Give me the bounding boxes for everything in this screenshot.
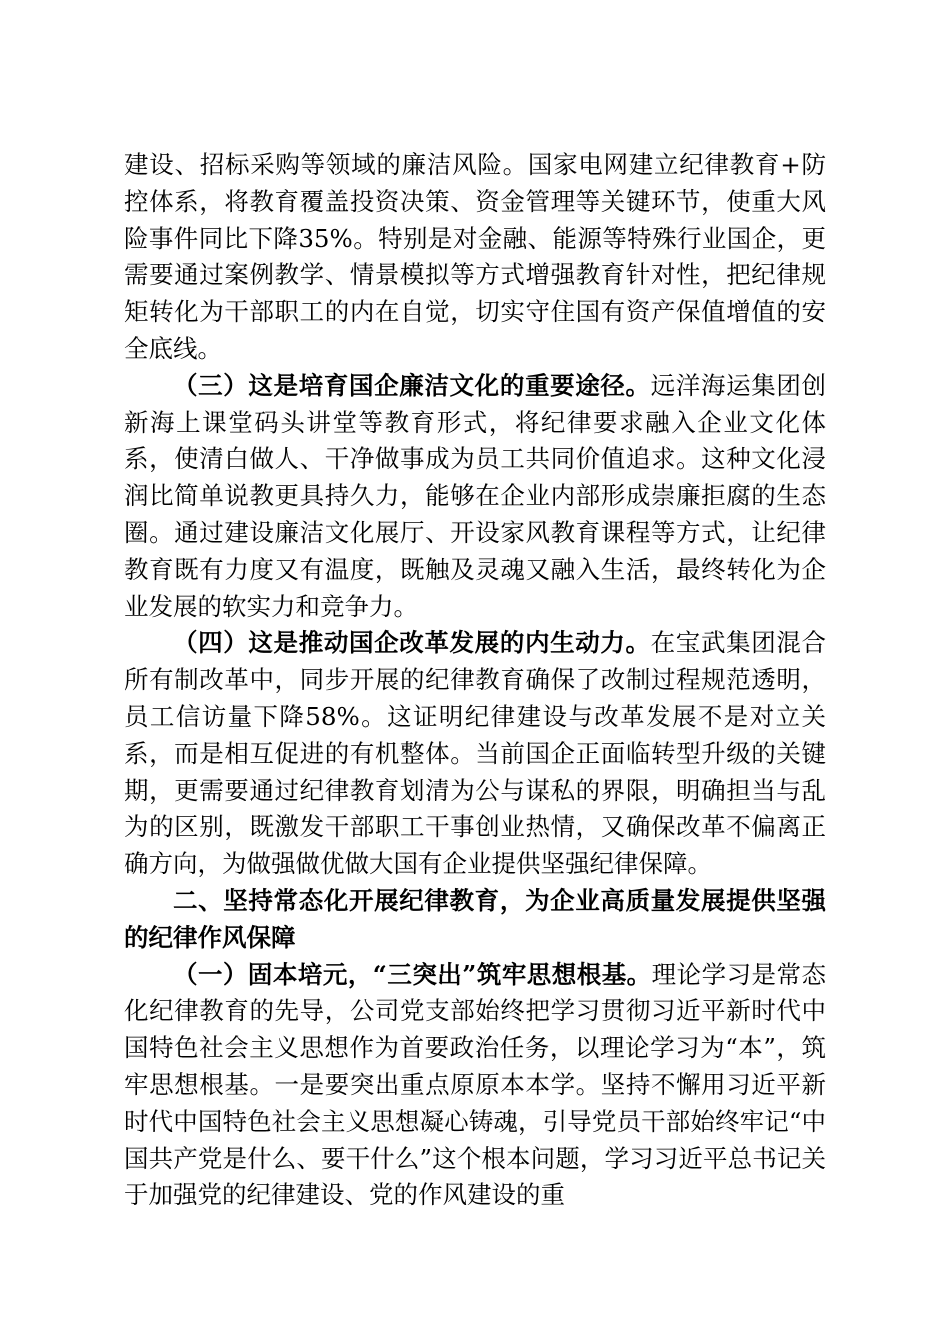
paragraph-lead: （三）这是培育国企廉洁文化的重要途径。 xyxy=(173,370,651,400)
paragraph-integrity-culture xyxy=(124,368,826,626)
paragraph-reform-driver xyxy=(124,625,826,883)
paragraph-risk-control xyxy=(124,147,826,368)
paragraph-theory-study xyxy=(124,957,826,1215)
section-heading: 二、坚持常态化开展纪律教育，为企业高质量发展提供坚强的纪律作风保障 xyxy=(124,885,826,952)
paragraph-lead: （四）这是推动国企改革发展的内生动力。 xyxy=(173,628,651,658)
paragraph-text: 在宝武集团混合所有制改革中，同步开展的纪律教育确保了改制过程规范透明，员工信访量下降58%。这证明纪律建设与改革发展不是对立关系，而是相互促进的有机整体。当前国企正面临转型升级的关键期，更需要通过纪律教育划清为公与谋私的界限，明确担当与乱为的区别，既激发干部职工干事创业热情，又确保改革不偏离正确方向，为做强做优做大国有企业提供坚强纪律保障。 xyxy=(124,628,827,879)
paragraph-lead: （一）固本培元，“三突出”筑牢思想根基。 xyxy=(173,959,652,989)
document-page xyxy=(124,147,826,1214)
paragraph-text: 理论学习是常态化纪律教育的先导，公司党支部始终把学习贯彻习近平新时代中国特色社会主义思想作为首要政治任务，以理论学习为“本”，筑牢思想根基。一是要突出重点原原本本学。坚持不懈用习近平新时代中国特色社会主义思想凝心铸魂，引导党员干部始终牢记“中国共产党是什么、要干什么”这个根本问题，学习习近平总书记关于加强党的纪律建设、党的作风建设的重 xyxy=(124,959,826,1210)
paragraph-text: 远洋海运集团创新海上课堂码头讲堂等教育形式，将纪律要求融入企业文化体系，使清白做人、干净做事成为员工共同价值追求。这种文化浸润比简单说教更具持久力，能够在企业内部形成崇廉拒腐的生态圈。通过建设廉洁文化展厅、开设家风教育课程等方式，让纪律教育既有力度又有温度，既触及灵魂又融入生活，最终转化为企业发展的软实力和竞争力。 xyxy=(124,370,827,621)
paragraph-text: 建设、招标采购等领域的廉洁风险。国家电网建立纪律教育+防控体系，将教育覆盖投资决策、资金管理等关键环节，使重大风险事件同比下降35%。特别是对金融、能源等特殊行业国企，更需要通过案例教学、情景模拟等方式增强教育针对性，把纪律规矩转化为干部职工的内在自觉，切实守住国有资产保值增值的安全底线。 xyxy=(124,150,826,363)
